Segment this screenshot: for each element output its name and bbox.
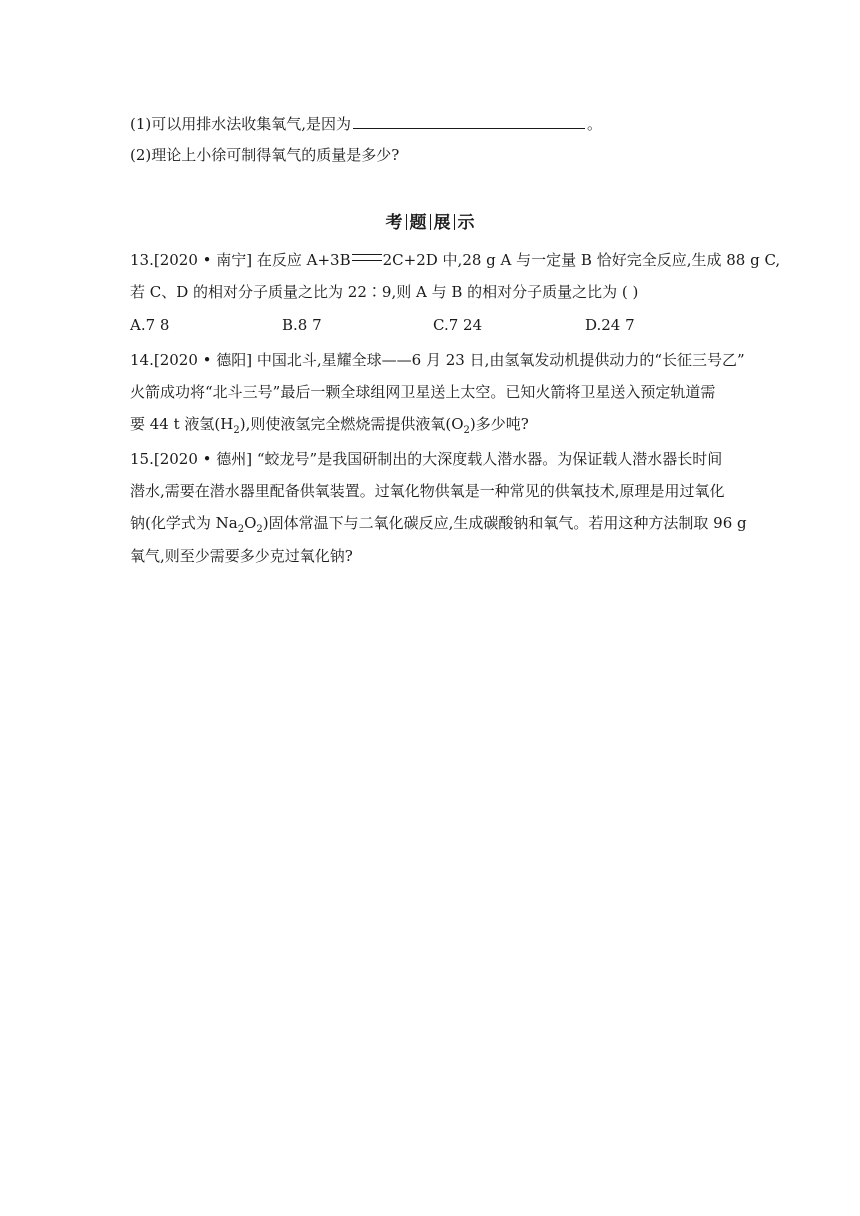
section-title-char: 展	[433, 213, 451, 233]
q13-line1	[130, 250, 780, 270]
reaction-equals-sign	[352, 254, 382, 261]
q15-line3-c: )固体常温下与二氧化碳反应,生成碳酸钠和氧气。若用这种方法制取 96 g	[262, 514, 747, 532]
section-title-char: 考	[385, 213, 403, 233]
q12-part1	[130, 114, 602, 134]
q14-line2: 火箭成功将“北斗三号”最后一颗全球组网卫星送上太空。已知火箭将卫星送入预定轨道需	[130, 383, 716, 401]
q15-line3-a: 钠(化学式为 Na	[130, 514, 238, 532]
q14-line1: 14.[2020 • 德阳] 中国北斗,星耀全球——6 月 23 日,由氢氧发动机提供动力的“长征三号乙”	[130, 351, 745, 369]
q13-line2: 若 C、D 的相对分子质量之比为 22∶9,则 A 与 B 的相对分子质量之比为 ( )	[130, 283, 639, 301]
title-separator	[430, 214, 431, 230]
q15-line4: 氧气,则至少需要多少克过氧化钠?	[130, 547, 353, 565]
title-separator	[406, 214, 407, 230]
q15-line3-b: O	[244, 514, 257, 532]
q13-line1-b: 2C+2D 中,28 g A 与一定量 B 恰好完全反应,生成 88 g C,	[382, 251, 781, 269]
q13-option-b[interactable]: B.8 7	[282, 316, 322, 334]
q13-option-d[interactable]: D.24 7	[585, 316, 635, 334]
q12-part1-text: (1)可以用排水法收集氧气,是因为	[130, 115, 352, 133]
q14-line3-c: )多少吨?	[469, 415, 529, 433]
q12-part1-end: 。	[587, 115, 603, 133]
q14-line3-a: 要 44 t 液氢(H	[130, 415, 234, 433]
subscript: 2	[463, 425, 470, 436]
q15-line3	[130, 513, 747, 533]
q14-line3	[130, 414, 529, 434]
q13-option-c[interactable]: C.7 24	[433, 316, 483, 334]
q13-line1-a: 13.[2020 • 南宁] 在反应 A+3B	[130, 251, 351, 269]
subscript: 2	[237, 524, 245, 535]
title-separator	[454, 214, 455, 230]
answer-blank[interactable]	[353, 114, 585, 129]
q12-part2: (2)理论上小徐可制得氧气的质量是多少?	[130, 146, 400, 164]
section-title-char: 题	[409, 213, 427, 233]
section-title	[0, 211, 860, 235]
q15-line1: 15.[2020 • 德州] “蛟龙号”是我国研制出的大深度载人潜水器。为保证载人潜水器长时间	[130, 450, 723, 468]
subscript: 2	[233, 425, 240, 436]
q15-line2: 潜水,需要在潜水器里配备供氧装置。过氧化物供氧是一种常见的供氧技术,原理是用过氧化	[130, 482, 725, 500]
q14-line3-b: ),则使液氢完全燃烧需提供液氧(O	[239, 415, 464, 433]
section-title-char: 示	[457, 213, 475, 233]
subscript: 2	[256, 524, 263, 535]
q13-option-a[interactable]: A.7 8	[130, 316, 170, 334]
